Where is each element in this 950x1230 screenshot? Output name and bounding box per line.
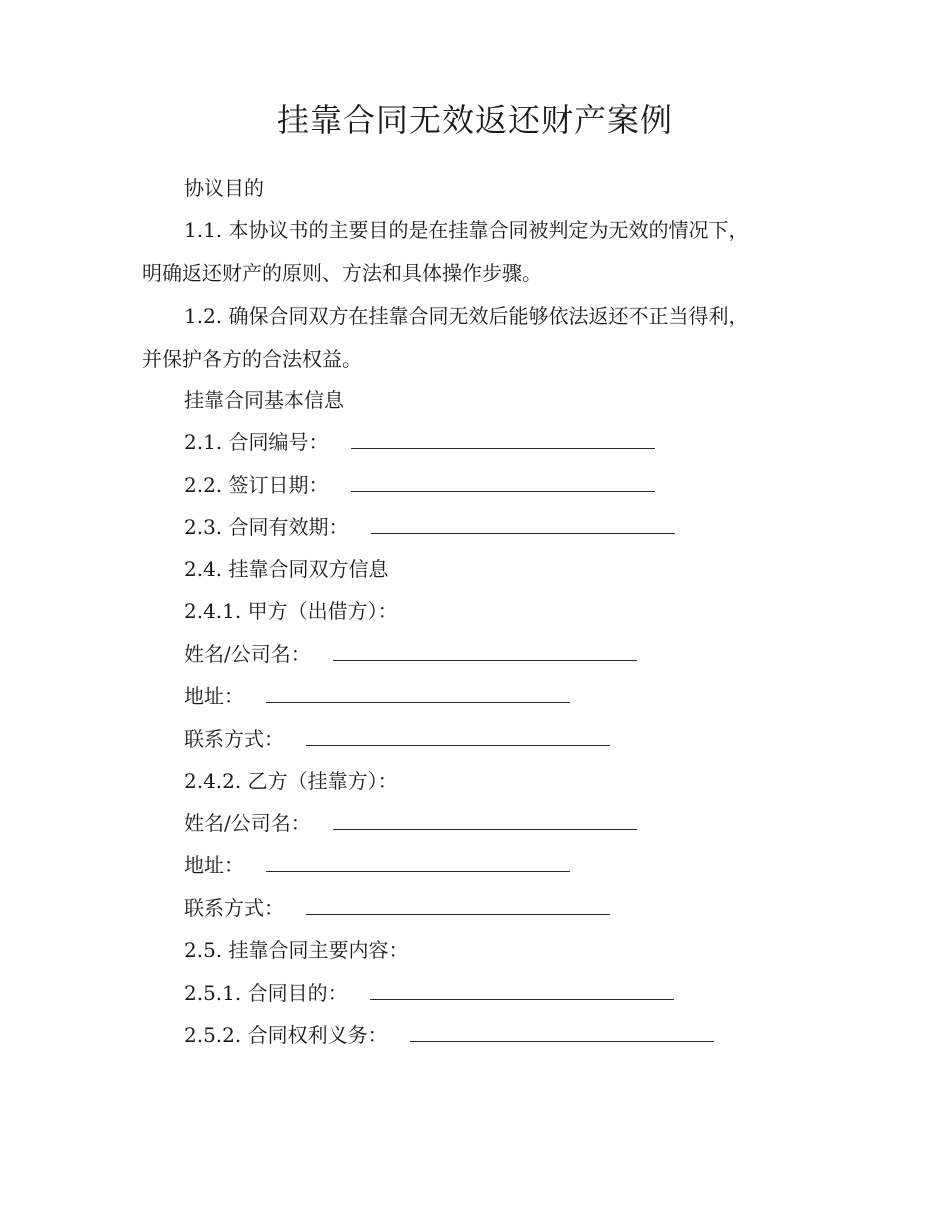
field-label: 2.2. 签订日期： [184,473,329,497]
parties-info-heading: 2.4. 挂靠合同双方信息 [184,557,389,581]
clause-1-1-line1: 1.1. 本协议书的主要目的是在挂靠合同被判定为无效的情况下， [184,218,749,242]
field-label: 联系方式： [184,727,284,751]
party-a-address-blank[interactable] [266,682,570,703]
field-label: 地址： [184,684,244,708]
party-b-heading: 2.4.2. 乙方（挂靠方）： [184,769,398,793]
field-label: 2.5.2. 合同权利义务： [184,1023,388,1047]
party-b-address-field [184,851,570,879]
rights-obligations-blank[interactable] [410,1021,714,1042]
field-label: 2.3. 合同有效期： [184,515,349,539]
party-b-name-blank[interactable] [333,809,637,830]
party-b-address-blank[interactable] [266,851,570,872]
party-b-name-field [184,809,637,837]
field-contract-number [184,428,655,456]
basic-info-heading: 挂靠合同基本信息 [184,388,344,412]
field-label: 2.1. 合同编号： [184,430,329,454]
sign-date-blank[interactable] [351,471,655,492]
rights-obligations-field [184,1021,714,1049]
field-label: 2.5.1. 合同目的： [184,981,348,1005]
party-a-name-blank[interactable] [333,640,637,661]
validity-period-blank[interactable] [371,513,675,534]
clause-1-2-line2: 并保护各方的合法权益。 [142,347,362,371]
party-a-contact-blank[interactable] [306,725,610,746]
field-label: 地址： [184,853,244,877]
contract-number-blank[interactable] [351,428,655,449]
field-sign-date [184,471,655,499]
party-a-name-field [184,640,637,668]
main-content-heading: 2.5. 挂靠合同主要内容： [184,938,409,962]
party-b-contact-blank[interactable] [306,894,610,915]
clause-1-2-line1: 1.2. 确保合同双方在挂靠合同无效后能够依法返还不正当得利， [184,304,749,328]
document-title: 挂靠合同无效返还财产案例 [276,101,673,139]
field-label: 姓名/公司名： [184,811,311,835]
party-a-address-field [184,682,570,710]
clause-1-1-line2: 明确返还财产的原则、方法和具体操作步骤。 [142,261,542,285]
contract-purpose-field [184,979,674,1007]
purpose-heading: 协议目的 [184,176,264,200]
field-validity-period [184,513,675,541]
party-b-contact-field [184,894,610,922]
contract-purpose-blank[interactable] [370,979,674,1000]
field-label: 联系方式： [184,896,284,920]
party-a-contact-field [184,725,610,753]
party-a-heading: 2.4.1. 甲方（出借方）： [184,599,398,623]
field-label: 姓名/公司名： [184,642,311,666]
